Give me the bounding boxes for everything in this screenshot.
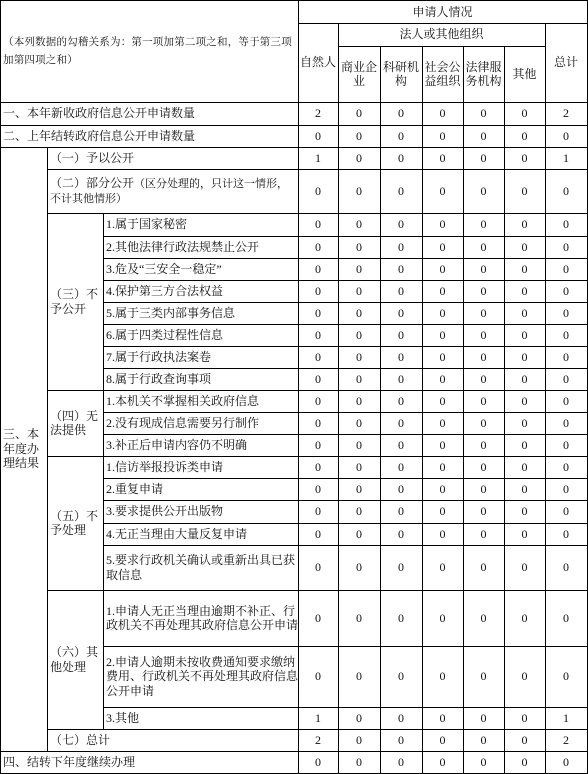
value-cell: 0 [398, 732, 404, 747]
grid-line [103, 478, 588, 479]
value-cell: 0 [521, 669, 528, 684]
value-cell: 0 [521, 481, 528, 496]
value-cell: 0 [315, 560, 321, 575]
grid-line [103, 213, 104, 730]
header-natural-person: 自然人 [299, 55, 336, 70]
value-cell: 0 [315, 437, 321, 452]
value-cell: 0 [480, 150, 487, 165]
value-cell: 0 [398, 560, 404, 575]
grid-line [103, 523, 588, 524]
value-cell: 0 [315, 669, 321, 684]
value-cell: 0 [356, 732, 362, 747]
value-cell: 0 [563, 610, 569, 625]
value-cell: 0 [356, 217, 362, 232]
value-cell: 0 [521, 150, 528, 165]
value-cell: 0 [521, 459, 528, 474]
value-cell: 0 [563, 504, 569, 519]
grid-line [0, 751, 588, 752]
value-cell: 0 [356, 261, 362, 276]
item-label: 4.保护第三方合法权益 [106, 283, 224, 298]
item-label: 2.没有现成信息需要另行制作 [106, 415, 260, 430]
value-cell: 0 [521, 732, 528, 747]
value-cell: 0 [563, 437, 569, 452]
value-cell: 0 [398, 261, 404, 276]
value-cell: 0 [398, 106, 404, 121]
value-cell: 0 [480, 560, 487, 575]
value-cell: 0 [398, 371, 404, 386]
value-cell: 0 [480, 669, 487, 684]
value-cell: 0 [356, 106, 362, 121]
value-cell: 0 [356, 437, 362, 452]
value-cell: 1 [315, 710, 321, 725]
value-cell: 0 [521, 526, 528, 541]
value-cell: 0 [398, 183, 404, 198]
header-total: 总计 [553, 55, 578, 70]
grid-line [504, 46, 505, 774]
value-cell: 0 [398, 128, 404, 143]
value-cell: 0 [356, 754, 362, 769]
value-cell: 0 [398, 283, 404, 298]
grid-line [47, 390, 588, 391]
value-cell: 0 [315, 239, 321, 254]
value-cell: 0 [398, 415, 404, 430]
grid-line [47, 729, 588, 730]
value-cell: 0 [480, 128, 487, 143]
item-label: 5.属于三类内部事务信息 [106, 305, 236, 320]
header-social: 社会公益组织 [424, 59, 461, 88]
item-label: 8.属于行政查询事项 [106, 371, 212, 386]
header-research: 科研机构 [382, 59, 419, 88]
value-cell: 0 [356, 560, 362, 575]
value-cell: 0 [398, 150, 404, 165]
value-cell: 0 [315, 415, 321, 430]
header-other: 其他 [512, 66, 537, 81]
value-cell: 0 [315, 183, 321, 198]
grid-line [338, 46, 546, 47]
value-cell: 0 [356, 150, 362, 165]
item-label: 7.属于行政执法案卷 [106, 349, 212, 364]
grid-line [47, 147, 48, 752]
value-cell: 0 [521, 106, 528, 121]
value-cell: 0 [480, 305, 487, 320]
value-cell: 0 [521, 504, 528, 519]
row-label: 二、上年结转政府信息公开申请数量 [3, 128, 196, 143]
row-label: 一、本年新收政府信息公开申请数量 [3, 106, 196, 121]
value-cell: 0 [439, 305, 446, 320]
header-legal-service: 法律服务机构 [465, 59, 502, 88]
value-cell: 0 [439, 710, 446, 725]
value-cell: 0 [480, 732, 487, 747]
value-cell: 1 [563, 710, 569, 725]
value-cell: 0 [439, 459, 446, 474]
value-cell: 0 [480, 459, 487, 474]
value-cell: 2 [563, 732, 569, 747]
value-cell: 0 [439, 504, 446, 519]
value-cell: 0 [356, 283, 362, 298]
value-cell: 0 [315, 526, 321, 541]
grid-line [103, 412, 588, 413]
value-cell: 0 [521, 217, 528, 232]
item-label: 3.补正后申请内容仍不明确 [106, 437, 248, 452]
section-label: 三、本年度办理结果 [3, 427, 40, 471]
item-label: 2.其他法律行政法规禁止公开 [106, 239, 260, 254]
value-cell: 0 [439, 371, 446, 386]
value-cell: 0 [480, 239, 487, 254]
value-cell: 0 [315, 481, 321, 496]
value-cell: 1 [563, 150, 569, 165]
grid-line [103, 258, 588, 259]
value-cell: 2 [315, 106, 321, 121]
grid-line [0, 147, 588, 148]
value-cell: 0 [439, 217, 446, 232]
value-cell: 0 [315, 459, 321, 474]
value-cell: 0 [398, 481, 404, 496]
header-legal-group: 法人或其他组织 [399, 27, 484, 42]
grid-line [103, 280, 588, 281]
value-cell: 0 [315, 128, 321, 143]
grid-line [47, 213, 588, 214]
header-note: （本列数据的勾稽关系为：第一项加第二项之和，等于第三项加第四项之和） [3, 36, 292, 66]
value-cell: 0 [563, 128, 569, 143]
value-cell: 0 [356, 183, 362, 198]
value-cell: 0 [480, 261, 487, 276]
value-cell: 0 [439, 732, 446, 747]
value-cell: 0 [315, 283, 321, 298]
value-cell: 0 [439, 261, 446, 276]
value-cell: 0 [480, 349, 487, 364]
value-cell: 0 [563, 349, 569, 364]
grid-line [103, 236, 588, 237]
value-cell: 0 [563, 393, 569, 408]
value-cell: 0 [480, 327, 487, 342]
value-cell: 0 [356, 610, 362, 625]
value-cell: 0 [315, 327, 321, 342]
value-cell: 0 [563, 183, 569, 198]
value-cell: 0 [480, 415, 487, 430]
group-label [47, 169, 298, 213]
value-cell: 0 [356, 128, 362, 143]
value-cell: 0 [398, 669, 404, 684]
value-cell: 0 [563, 415, 569, 430]
value-cell: 0 [521, 261, 528, 276]
header-business: 商业企业 [340, 59, 377, 88]
value-cell: 0 [521, 415, 528, 430]
value-cell: 0 [563, 481, 569, 496]
value-cell: 0 [315, 610, 321, 625]
value-cell: 0 [563, 327, 569, 342]
value-cell: 0 [521, 560, 528, 575]
value-cell: 0 [563, 560, 569, 575]
value-cell: 0 [521, 283, 528, 298]
item-label: 5.要求行政机关确认或重新出具已获取信息 [106, 553, 296, 582]
value-cell: 0 [521, 305, 528, 320]
group-label: （五）不予处理 [50, 508, 99, 537]
value-cell: 0 [521, 183, 528, 198]
grid-line [380, 46, 381, 774]
item-label: 6.属于四类过程性信息 [106, 327, 224, 342]
value-cell: 0 [521, 371, 528, 386]
grid-line [47, 169, 588, 170]
item-label: 4.无正当理由大量反复申请 [106, 526, 248, 541]
value-cell: 0 [356, 239, 362, 254]
value-cell: 0 [439, 239, 446, 254]
value-cell: 0 [356, 459, 362, 474]
grid-line [298, 0, 299, 774]
value-cell: 0 [439, 610, 446, 625]
value-cell: 0 [521, 437, 528, 452]
value-cell: 0 [398, 459, 404, 474]
value-cell: 0 [398, 437, 404, 452]
value-cell: 0 [480, 183, 487, 198]
value-cell: 0 [356, 526, 362, 541]
value-cell: 0 [356, 305, 362, 320]
grid-line [545, 23, 546, 774]
group-label-note: （区分处理的，只计这一情形，不计其他情形） [50, 177, 289, 205]
value-cell: 0 [315, 504, 321, 519]
value-cell: 0 [439, 669, 446, 684]
value-cell: 0 [480, 371, 487, 386]
value-cell: 0 [439, 183, 446, 198]
value-cell: 0 [398, 217, 404, 232]
value-cell: 0 [480, 217, 487, 232]
value-cell: 0 [315, 349, 321, 364]
value-cell: 0 [398, 327, 404, 342]
value-cell: 0 [398, 504, 404, 519]
group-label: （七）总计 [50, 732, 111, 747]
value-cell: 0 [398, 305, 404, 320]
value-cell: 0 [439, 754, 446, 769]
value-cell: 0 [439, 150, 446, 165]
value-cell: 0 [356, 481, 362, 496]
value-cell: 0 [563, 459, 569, 474]
value-cell: 0 [398, 610, 404, 625]
item-label: 1.本机关不掌握相关政府信息 [106, 393, 260, 408]
value-cell: 1 [315, 150, 321, 165]
value-cell: 0 [315, 371, 321, 386]
value-cell: 0 [439, 437, 446, 452]
value-cell: 0 [315, 754, 321, 769]
value-cell: 0 [439, 393, 446, 408]
value-cell: 0 [480, 754, 487, 769]
value-cell: 0 [356, 669, 362, 684]
value-cell: 0 [439, 526, 446, 541]
value-cell: 0 [563, 261, 569, 276]
value-cell: 0 [480, 526, 487, 541]
value-cell: 0 [521, 239, 528, 254]
value-cell: 0 [439, 128, 446, 143]
grid-line [103, 545, 588, 546]
item-label: 3.其他 [106, 710, 140, 725]
grid-line [47, 456, 588, 457]
grid-line [103, 302, 588, 303]
value-cell: 0 [315, 261, 321, 276]
value-cell: 0 [521, 610, 528, 625]
value-cell: 2 [315, 732, 321, 747]
grid-line [0, 125, 588, 126]
value-cell: 2 [563, 106, 569, 121]
value-cell: 0 [356, 371, 362, 386]
grid-line [463, 46, 464, 774]
value-cell: 0 [356, 349, 362, 364]
value-cell: 0 [563, 754, 569, 769]
grid-line [103, 434, 588, 435]
item-label: 2.重复申请 [106, 481, 164, 496]
grid-line [103, 368, 588, 369]
grid-line [0, 0, 1, 774]
item-label: 1.属于国家秘密 [106, 217, 188, 232]
grid-line [103, 500, 588, 501]
value-cell: 0 [563, 305, 569, 320]
value-cell: 0 [480, 504, 487, 519]
row-label: 四、结转下年度继续办理 [3, 754, 136, 769]
value-cell: 0 [398, 349, 404, 364]
value-cell: 0 [521, 128, 528, 143]
value-cell: 0 [563, 526, 569, 541]
header-applicant: 申请人情况 [412, 4, 473, 19]
item-label: 2.申请人逾期未按收费通知要求缴纳费用、行政机关不再处理其政府信息公开申请 [106, 654, 298, 698]
grid-line [47, 590, 588, 591]
value-cell: 0 [356, 415, 362, 430]
value-cell: 0 [315, 393, 321, 408]
value-cell: 0 [480, 610, 487, 625]
value-cell: 0 [439, 349, 446, 364]
value-cell: 0 [356, 393, 362, 408]
grid-line [422, 46, 423, 774]
value-cell: 0 [563, 239, 569, 254]
value-cell: 0 [480, 710, 487, 725]
item-label: 1.申请人无正当理由逾期不补正、行政机关不再处理其政府信息公开申请 [106, 603, 298, 632]
grid-line [338, 23, 339, 774]
value-cell: 0 [315, 217, 321, 232]
grid-line [103, 646, 588, 647]
item-label: 1.信访举报投诉类申请 [106, 459, 224, 474]
value-cell: 0 [521, 327, 528, 342]
value-cell: 0 [439, 106, 446, 121]
grid-line [103, 707, 588, 708]
value-cell: 0 [563, 371, 569, 386]
value-cell: 0 [398, 239, 404, 254]
value-cell: 0 [439, 560, 446, 575]
value-cell: 0 [521, 393, 528, 408]
group-label: （三）不予公开 [50, 287, 99, 316]
item-label: 3.危及“三安全一稳定” [106, 261, 222, 276]
value-cell: 0 [356, 710, 362, 725]
group-label: （六）其他处理 [50, 645, 99, 674]
value-cell: 0 [398, 754, 404, 769]
value-cell: 0 [563, 217, 569, 232]
group-label-text: （二）部分公开 [50, 175, 135, 190]
value-cell: 0 [480, 283, 487, 298]
value-cell: 0 [356, 327, 362, 342]
value-cell: 0 [480, 437, 487, 452]
value-cell: 0 [521, 710, 528, 725]
value-cell: 0 [315, 305, 321, 320]
group-label: （一）予以公开 [50, 150, 135, 165]
grid-line [0, 102, 588, 103]
value-cell: 0 [398, 526, 404, 541]
value-cell: 0 [521, 349, 528, 364]
value-cell: 0 [480, 393, 487, 408]
value-cell: 0 [521, 754, 528, 769]
value-cell: 0 [480, 106, 487, 121]
value-cell: 0 [439, 415, 446, 430]
value-cell: 0 [563, 669, 569, 684]
value-cell: 0 [398, 710, 404, 725]
value-cell: 0 [439, 327, 446, 342]
value-cell: 0 [480, 481, 487, 496]
grid-line [103, 346, 588, 347]
item-label: 3.要求提供公开出版物 [106, 504, 224, 519]
value-cell: 0 [398, 393, 404, 408]
value-cell: 0 [356, 504, 362, 519]
group-label: （四）无法提供 [50, 408, 99, 437]
grid-line [103, 324, 588, 325]
value-cell: 0 [439, 283, 446, 298]
value-cell: 0 [563, 283, 569, 298]
grid-line [0, 0, 588, 1]
value-cell: 0 [439, 481, 446, 496]
